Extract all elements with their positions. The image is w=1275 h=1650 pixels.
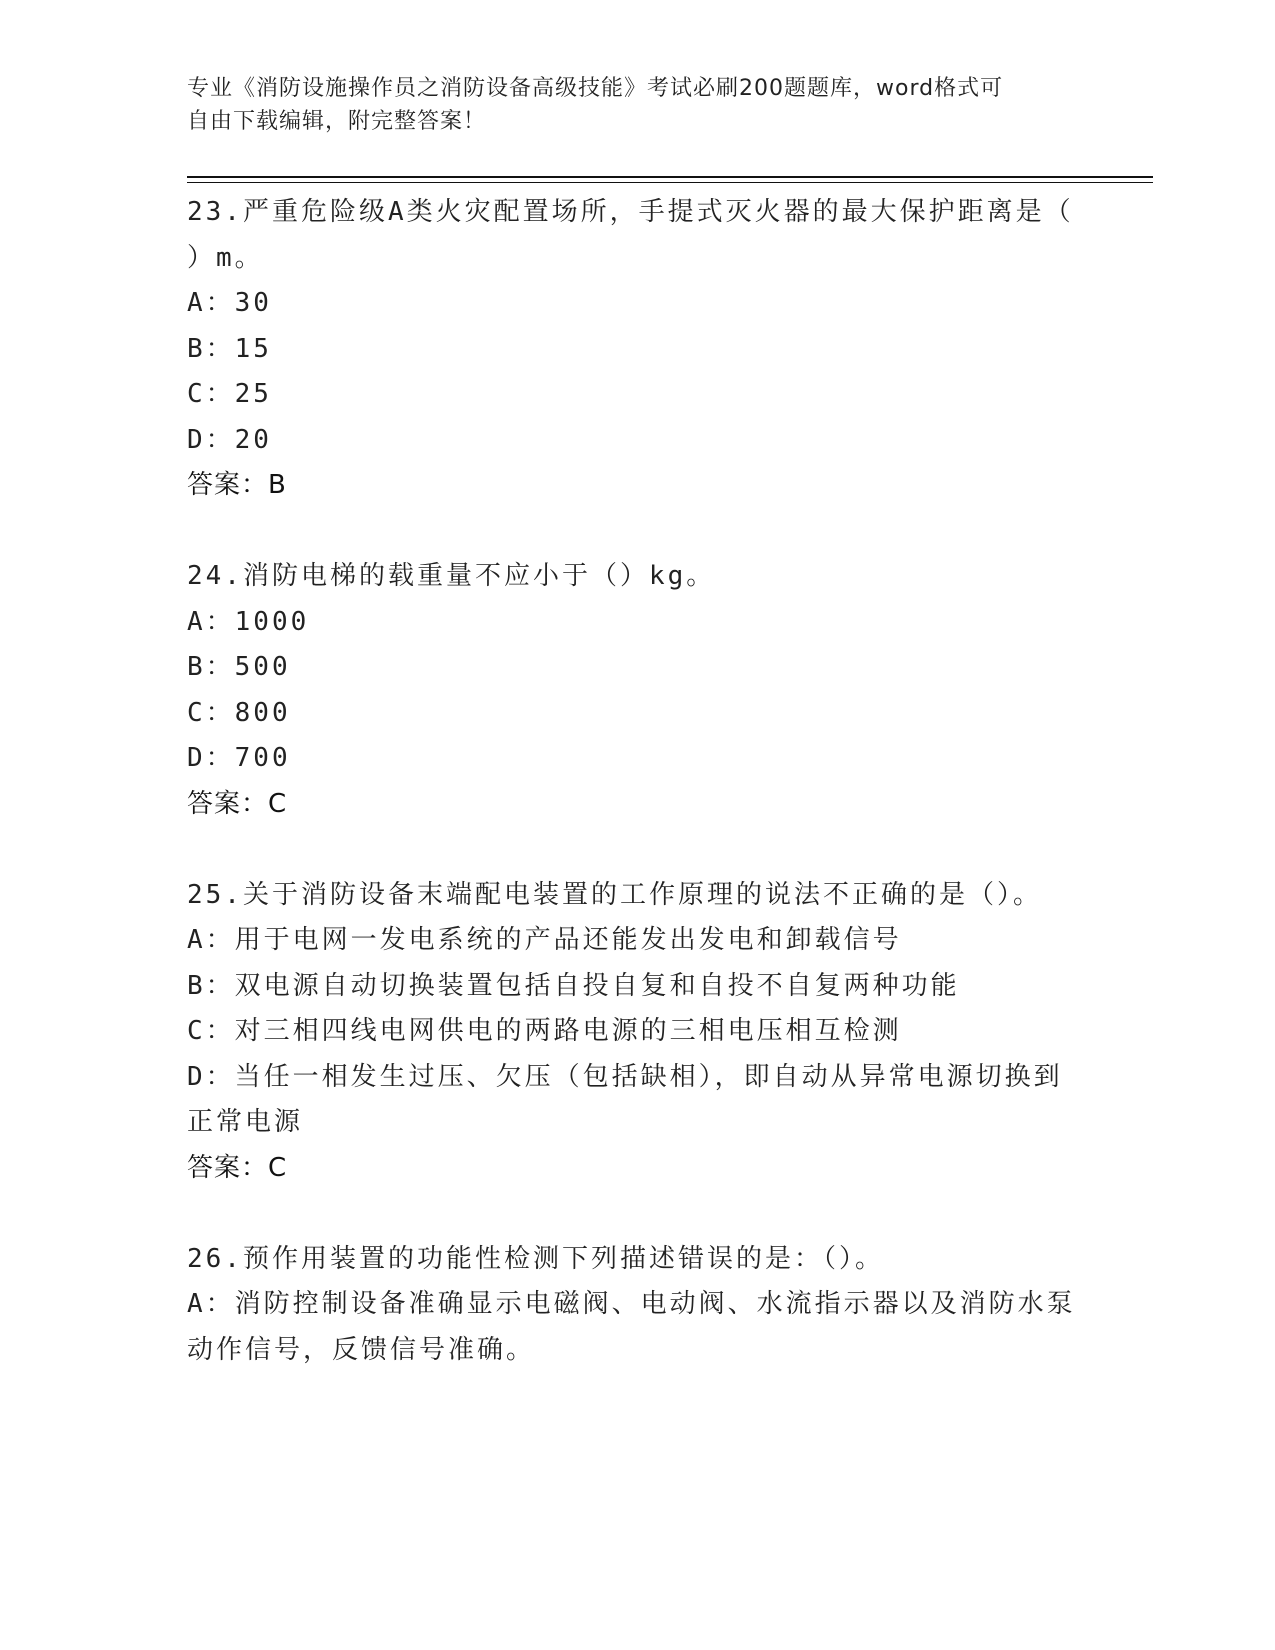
option-a-continued: 动作信号，反馈信号准确。 bbox=[187, 1334, 536, 1365]
option-a: A：用于电网一发电系统的产品还能发出发电和卸载信号 bbox=[187, 925, 902, 955]
option-b: B：15 bbox=[187, 333, 272, 364]
question-list bbox=[187, 190, 1087, 1373]
option-b: B：500 bbox=[187, 652, 291, 682]
question-25 bbox=[187, 873, 1087, 1192]
question-stem-continued: ）m。 bbox=[187, 242, 264, 273]
header-line-2: 自由下载编辑，附完整答案！ bbox=[187, 109, 487, 134]
option-b: B：双电源自动切换装置包括自投自复和自投不自复两种功能 bbox=[187, 970, 960, 1001]
option-d: D：当任一相发生过压、欠压（包括缺相），即自动从异常电源切换到 bbox=[187, 1061, 1063, 1092]
question-24 bbox=[187, 554, 1087, 827]
header-line-1: 专业《消防设施操作员之消防设备高级技能》考试必刷200题题库，word格式可 bbox=[187, 76, 1004, 101]
option-a: A：30 bbox=[187, 288, 272, 318]
option-a: A：1000 bbox=[187, 606, 310, 637]
header-divider-thin bbox=[187, 182, 1153, 183]
document-header bbox=[187, 72, 1067, 138]
question-stem: 25.关于消防设备末端配电装置的工作原理的说法不正确的是（）。 bbox=[187, 879, 1042, 910]
option-c: C：对三相四线电网供电的两路电源的三相电压相互检测 bbox=[187, 1016, 902, 1046]
option-d: D：700 bbox=[187, 743, 291, 773]
question-26 bbox=[187, 1237, 1087, 1374]
answer: 答案：C bbox=[187, 788, 288, 819]
question-23 bbox=[187, 190, 1087, 509]
question-stem: 24.消防电梯的载重量不应小于（）kg。 bbox=[187, 561, 716, 591]
option-d: D：20 bbox=[187, 424, 272, 455]
option-c: C：25 bbox=[187, 379, 272, 409]
spacer bbox=[187, 827, 1087, 873]
spacer bbox=[187, 1191, 1087, 1237]
option-c: C：800 bbox=[187, 697, 291, 728]
question-stem: 23.严重危险级A类火灾配置场所，手提式灭火器的最大保护距离是（ bbox=[187, 197, 1074, 227]
answer: 答案：B bbox=[187, 470, 287, 500]
spacer bbox=[187, 509, 1087, 555]
header-divider-thick bbox=[187, 176, 1153, 178]
question-stem: 26.预作用装置的功能性检测下列描述错误的是：（）。 bbox=[187, 1243, 884, 1274]
answer: 答案：C bbox=[187, 1152, 288, 1183]
option-a: A：消防控制设备准确显示电磁阀、电动阀、水流指示器以及消防水泵 bbox=[187, 1289, 1076, 1319]
option-d-continued: 正常电源 bbox=[187, 1107, 304, 1137]
